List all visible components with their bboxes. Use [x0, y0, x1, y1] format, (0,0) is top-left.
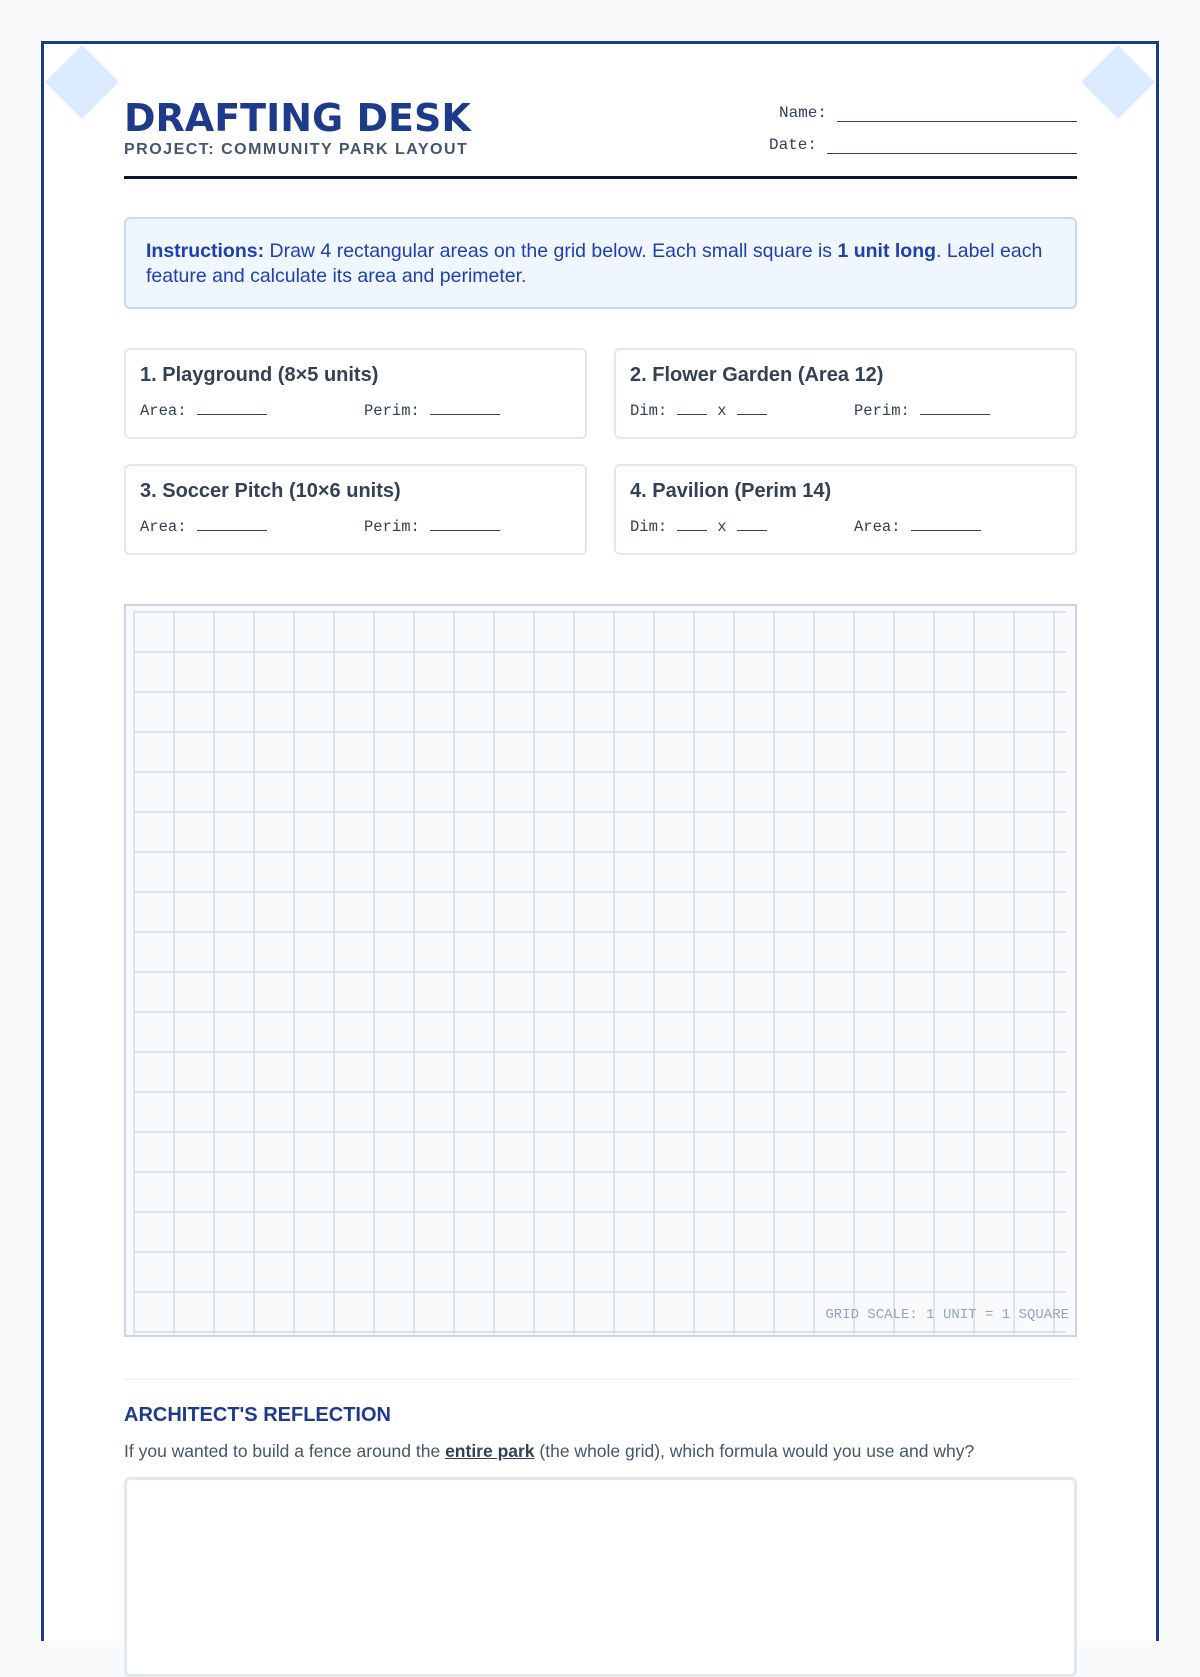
width-blank[interactable] — [737, 400, 767, 415]
instructions-box — [124, 217, 1077, 309]
dimensions-field[interactable] — [630, 516, 777, 536]
worksheet-header — [124, 96, 1077, 179]
task-card-playground — [124, 348, 587, 439]
task-title: 2. Flower Garden (Area 12) — [630, 364, 884, 386]
area-field[interactable] — [140, 516, 267, 536]
name-label: Name: — [778, 104, 827, 122]
task-title: 3. Soccer Pitch (10×6 units) — [140, 480, 401, 502]
times-sign: x — [717, 402, 727, 420]
corner-diamond-right — [1081, 45, 1155, 119]
instructions-emphasis: 1 unit long — [837, 240, 937, 262]
name-line[interactable] — [837, 105, 1077, 122]
dimensions-label: Dim: — [630, 402, 668, 420]
section-divider — [124, 1378, 1077, 1380]
project-subtitle: PROJECT: COMMUNITY PARK LAYOUT — [124, 141, 469, 158]
grid-scale-caption: GRID SCALE: 1 UNIT = 1 SQUARE — [825, 1307, 1069, 1323]
question-emphasis: entire park — [445, 1441, 535, 1461]
drawing-grid[interactable] — [124, 604, 1077, 1337]
instructions-text-b: . Label each feature and calculate its area and perimeter. — [146, 240, 1043, 287]
area-field[interactable] — [854, 516, 981, 536]
question-text-a: If you wanted to build a fence around the — [124, 1441, 446, 1461]
length-blank[interactable] — [677, 400, 707, 415]
task-card-flower-garden — [614, 348, 1077, 439]
perimeter-label: Perim: — [854, 402, 910, 420]
area-blank[interactable] — [197, 516, 267, 531]
instructions-lead: Instructions: — [146, 240, 265, 262]
reflection-title: ARCHITECT'S REFLECTION — [124, 1404, 391, 1426]
task-card-soccer-pitch — [124, 464, 587, 555]
perimeter-blank[interactable] — [920, 400, 990, 415]
area-blank[interactable] — [197, 400, 267, 415]
date-field[interactable] — [769, 136, 1077, 154]
worksheet-page — [41, 41, 1159, 1641]
area-label: Area: — [854, 518, 901, 536]
corner-diamond-left — [45, 45, 119, 119]
dimensions-field[interactable] — [630, 400, 777, 420]
dimensions-label: Dim: — [630, 518, 668, 536]
page-title: DRAFTING DESK — [124, 96, 471, 140]
times-sign: x — [717, 518, 727, 536]
perimeter-blank[interactable] — [430, 516, 500, 531]
question-text-b: (the whole grid), which formula would you use and why? — [534, 1441, 975, 1461]
task-title: 1. Playground (8×5 units) — [140, 364, 379, 386]
area-label: Area: — [140, 518, 187, 536]
reflection-question — [124, 1441, 974, 1462]
area-field[interactable] — [140, 400, 267, 420]
perimeter-label: Perim: — [364, 518, 420, 536]
date-line[interactable] — [827, 137, 1077, 154]
date-label: Date: — [768, 136, 817, 154]
perimeter-field[interactable] — [364, 400, 500, 420]
task-card-pavilion — [614, 464, 1077, 555]
area-blank[interactable] — [911, 516, 981, 531]
perimeter-field[interactable] — [854, 400, 990, 420]
reflection-answer-box[interactable] — [124, 1477, 1077, 1677]
perimeter-blank[interactable] — [430, 400, 500, 415]
perimeter-label: Perim: — [364, 402, 420, 420]
area-label: Area: — [140, 402, 187, 420]
perimeter-field[interactable] — [364, 516, 500, 536]
name-field[interactable] — [779, 104, 1077, 122]
instructions-text-a: Draw 4 rectangular areas on the grid below. Each small square is — [264, 240, 838, 262]
grid-lines[interactable] — [126, 606, 1075, 1335]
width-blank[interactable] — [737, 516, 767, 531]
task-title: 4. Pavilion (Perim 14) — [630, 480, 832, 502]
length-blank[interactable] — [677, 516, 707, 531]
